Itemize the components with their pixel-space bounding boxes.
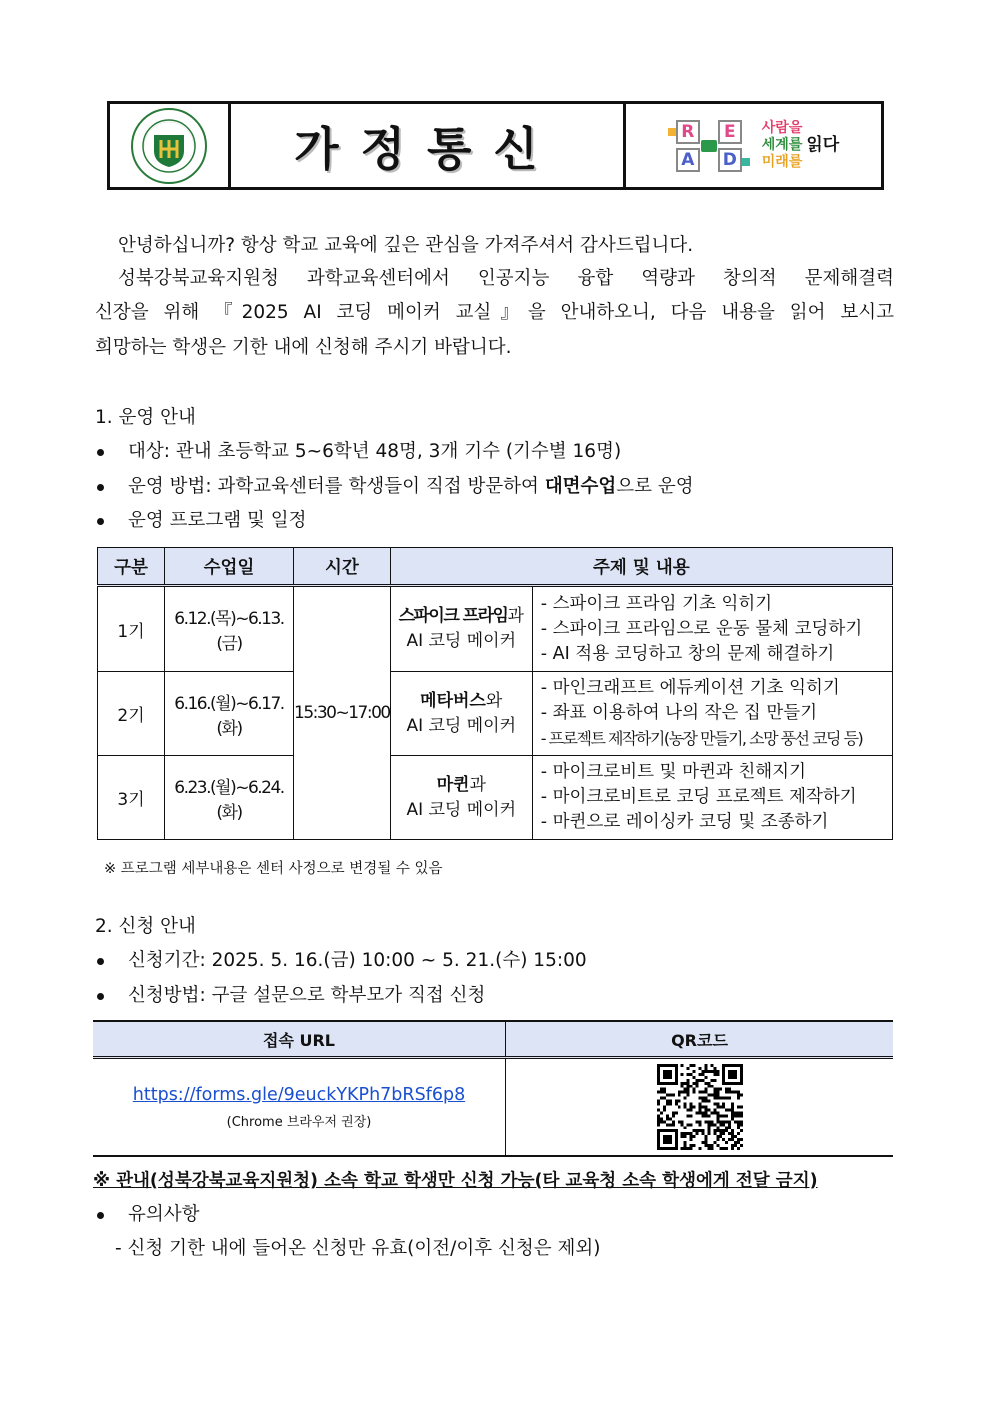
bullet-icon	[97, 484, 104, 491]
bullet-icon	[97, 993, 104, 1000]
intro-line: 성북강북교육지원청 과학교육센터에서 인공지능 융합 역량과 창의적 문제해결력	[118, 268, 894, 289]
school-emblem-icon	[130, 107, 208, 185]
table-header: 주제 및 내용	[390, 548, 892, 586]
qr-cell	[506, 1058, 894, 1157]
slogan-line: 세계를	[761, 137, 803, 153]
table-header: QR코드	[506, 1021, 894, 1058]
content-cell: - 마이크로비트 및 마퀸과 친해지기 - 마이크로비트로 코딩 프로젝트 제작하기 - 마퀸으로 레이싱카 코딩 및 조종하기	[532, 756, 892, 840]
table-row	[98, 672, 893, 756]
target-text: 대상: 관내 초등학교 5~6학년 48명, 3개 기수 (기수별 16명)	[128, 441, 622, 462]
caution-item: - 신청 기한 내에 들어온 신청만 유효(이전/이후 신청은 제외)	[115, 1238, 601, 1259]
notice-text: ※ 관내(성북강북교육지원청) 소속 학교 학생만 신청 가능(타 교육청 소속 학생에게 전달 금지)	[93, 1171, 818, 1191]
bullet-icon	[97, 518, 104, 525]
table-header: 수업일	[165, 548, 294, 586]
table-row	[98, 756, 893, 840]
intro-line: 신장을 위해 『2025 AI 코딩 메이커 교실』을 안내하오니, 다음 내용을 읽어 보시고	[95, 302, 894, 323]
read-letter-grid	[668, 118, 750, 174]
method-text: 운영 방법: 과학교육센터를 학생들이 직접 방문하여 대면수업으로 운영	[128, 476, 694, 497]
read-letter: E	[718, 120, 742, 144]
read-slogan	[762, 120, 839, 171]
date-cell: 6.23.(월)~6.24.(화)	[165, 756, 294, 840]
intro-line: 희망하는 학생은 기한 내에 신청해 주시기 바랍니다.	[95, 337, 512, 358]
table-row	[98, 586, 893, 672]
topic-cell: 스파이크 프라임과 AI 코딩 메이커	[390, 586, 532, 672]
slogan-line: 사람을	[761, 120, 803, 136]
intro-line: 안녕하십니까? 항상 학교 교육에 깊은 관심을 가져주셔서 감사드립니다.	[118, 235, 694, 256]
program-table	[97, 547, 893, 840]
qr-code-icon[interactable]	[657, 1064, 743, 1150]
slogan-line: 미래를	[761, 154, 803, 170]
content-cell: - 스파이크 프라임 기초 익히기 - 스파이크 프라임으로 운동 물체 코딩하기 - AI 적용 코딩하고 창의 문제 해결하기	[532, 586, 892, 672]
apply-method-text: 신청방법: 구글 설문으로 학부모가 직접 신청	[128, 985, 486, 1006]
topic-cell: 마퀸과 AI 코딩 메이커	[390, 756, 532, 840]
read-letter: R	[676, 120, 700, 144]
table-header: 구분	[98, 548, 165, 586]
deco-square	[668, 128, 676, 136]
bullet-icon	[97, 958, 104, 965]
program-note: ※ 프로그램 세부내용은 센터 사정으로 변경될 수 있음	[104, 861, 443, 877]
cohort-cell: 1기	[98, 586, 165, 672]
content-cell: - 마인크래프트 에듀케이션 기초 익히기 - 좌표 이용하여 나의 작은 집 만들기 - 프로젝트 제작하기(농장 만들기, 소망 풍선 코딩 등)	[532, 672, 892, 756]
caution-label: 유의사항	[128, 1204, 200, 1225]
read-letter: D	[718, 148, 742, 172]
slogan-verb: 읽다	[806, 135, 840, 155]
read-letter: A	[676, 148, 700, 172]
url-table	[93, 1020, 893, 1157]
url-cell	[93, 1058, 506, 1157]
date-cell: 6.16.(월)~6.17.(화)	[165, 672, 294, 756]
header-box	[107, 101, 884, 190]
read-logo	[626, 104, 881, 187]
book-icon	[701, 140, 717, 152]
school-logo	[110, 104, 231, 187]
browser-note: (Chrome 브라우저 권장)	[226, 1114, 372, 1130]
time-cell: 15:30~17:00	[294, 586, 391, 840]
period-text: 신청기간: 2025. 5. 16.(금) 10:00 ~ 5. 21.(수) 15:00	[128, 950, 587, 971]
table-header: 시간	[294, 548, 391, 586]
deco-square	[742, 158, 750, 166]
cohort-cell: 3기	[98, 756, 165, 840]
date-cell: 6.12.(목)~6.13.(금)	[165, 586, 294, 672]
topic-cell: 메타버스와 AI 코딩 메이커	[390, 672, 532, 756]
cohort-cell: 2기	[98, 672, 165, 756]
table-header: 접속 URL	[93, 1021, 506, 1058]
page-title: 가정통신	[231, 104, 626, 187]
section-heading: 2. 신청 안내	[95, 916, 196, 937]
section-heading: 1. 운영 안내	[95, 407, 196, 428]
bullet-icon	[97, 449, 104, 456]
form-link[interactable]: https://forms.gle/9euckYKPh7bRSf6p8	[132, 1084, 466, 1105]
bullet-icon	[97, 1212, 104, 1219]
program-label: 운영 프로그램 및 일정	[128, 510, 307, 531]
